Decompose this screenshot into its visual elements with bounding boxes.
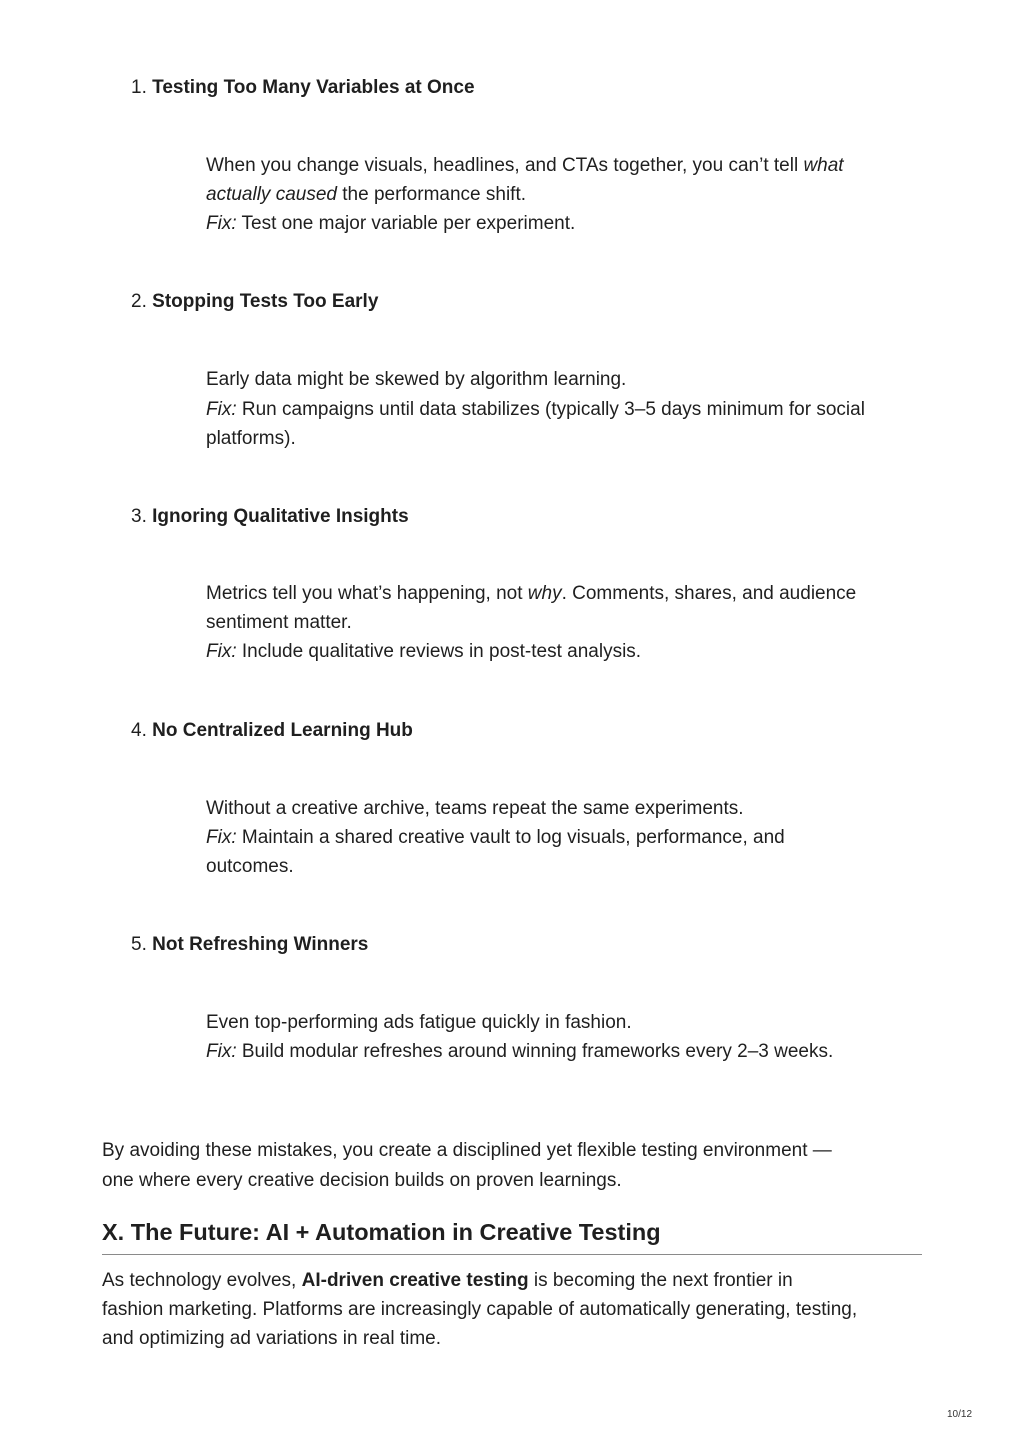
text-run: Test one major variable per experiment.: [236, 212, 576, 234]
text-run: Even top-performing ads fatigue quickly in fashion.: [206, 1011, 632, 1033]
section-paragraph-line: [102, 1266, 793, 1295]
list-item-title: No Centralized Learning Hub: [152, 719, 413, 741]
text-run: Without a creative archive, teams repeat the same experiments.: [206, 797, 744, 819]
list-item-title: Stopping Tests Too Early: [152, 290, 379, 312]
list-item-title: Ignoring Qualitative Insights: [152, 505, 409, 527]
conclusion-line: [102, 1136, 832, 1165]
text-run: AI-driven creative testing: [301, 1269, 529, 1291]
page-number: 10/12: [947, 1409, 973, 1420]
text-run: Fix:: [206, 398, 237, 420]
text-run: Run campaigns until data stabilizes (typically 3–5 days minimum for social: [236, 398, 865, 420]
list-item-body-line: [206, 424, 296, 453]
text-run: what: [803, 154, 844, 176]
list-item-body-line: [206, 823, 785, 852]
text-run: When you change visuals, headlines, and CTAs together, you can’t tell: [206, 154, 804, 176]
text-run: one where every creative decision builds on proven learnings.: [102, 1169, 622, 1191]
text-run: Fix:: [206, 826, 237, 848]
text-run: actually caused: [206, 183, 337, 205]
text-run: Early data might be skewed by algorithm learning.: [206, 368, 627, 390]
list-item-body-line: [206, 1008, 632, 1037]
section-heading: X. The Future: AI + Automation in Creative Testing: [102, 1219, 661, 1245]
text-run: fashion marketing. Platforms are increasingly capable of automatically generating, testing,: [102, 1298, 858, 1320]
list-number: 1.: [131, 76, 147, 98]
text-run: Build modular refreshes around winning frameworks every 2–3 weeks.: [236, 1040, 834, 1062]
list-item-heading: [131, 502, 409, 531]
text-run: sentiment matter.: [206, 611, 352, 633]
text-run: Include qualitative reviews in post-test analysis.: [236, 640, 642, 662]
list-item-body-line: [206, 209, 575, 238]
list-item-body-line: [206, 365, 626, 394]
list-item-body-line: [206, 852, 294, 881]
list-item-body-line: [206, 395, 865, 424]
list-item-body-line: [206, 608, 352, 637]
list-item-heading: [131, 287, 378, 316]
text-run: Fix:: [206, 212, 237, 234]
text-run: Fix:: [206, 640, 237, 662]
list-item-body-line: [206, 794, 744, 823]
list-item-title: Not Refreshing Winners: [152, 933, 369, 955]
list-number: 4.: [131, 719, 147, 741]
section-paragraph-line: [102, 1324, 441, 1353]
section-paragraph-line: [102, 1295, 857, 1324]
heading-divider: [102, 1254, 922, 1255]
list-item-body-line: [206, 579, 856, 608]
list-item-title: Testing Too Many Variables at Once: [152, 76, 475, 98]
text-run: and optimizing ad variations in real time.: [102, 1327, 442, 1349]
text-run: outcomes.: [206, 855, 294, 877]
text-run: Fix:: [206, 1040, 237, 1062]
list-item-body-line: [206, 180, 526, 209]
list-item-heading: [131, 716, 413, 745]
list-number: 2.: [131, 290, 147, 312]
text-run: is becoming the next frontier in: [528, 1269, 793, 1291]
text-run: Metrics tell you what’s happening, not: [206, 582, 528, 604]
list-item-body-line: [206, 1037, 833, 1066]
list-item-heading: [131, 930, 368, 959]
text-run: By avoiding these mistakes, you create a disciplined yet flexible testing environment —: [102, 1139, 832, 1161]
text-run: the performance shift.: [336, 183, 527, 205]
list-number: 3.: [131, 505, 147, 527]
list-item-heading: [131, 73, 475, 102]
list-number: 5.: [131, 933, 147, 955]
text-run: Maintain a shared creative vault to log visuals, performance, and: [236, 826, 785, 848]
conclusion-line: [102, 1166, 622, 1195]
list-item-body-line: [206, 637, 641, 666]
text-run: why: [527, 582, 562, 604]
text-run: platforms).: [206, 427, 296, 449]
list-item-body-line: [206, 151, 844, 180]
text-run: As technology evolves,: [102, 1269, 302, 1291]
text-run: . Comments, shares, and audience: [561, 582, 857, 604]
